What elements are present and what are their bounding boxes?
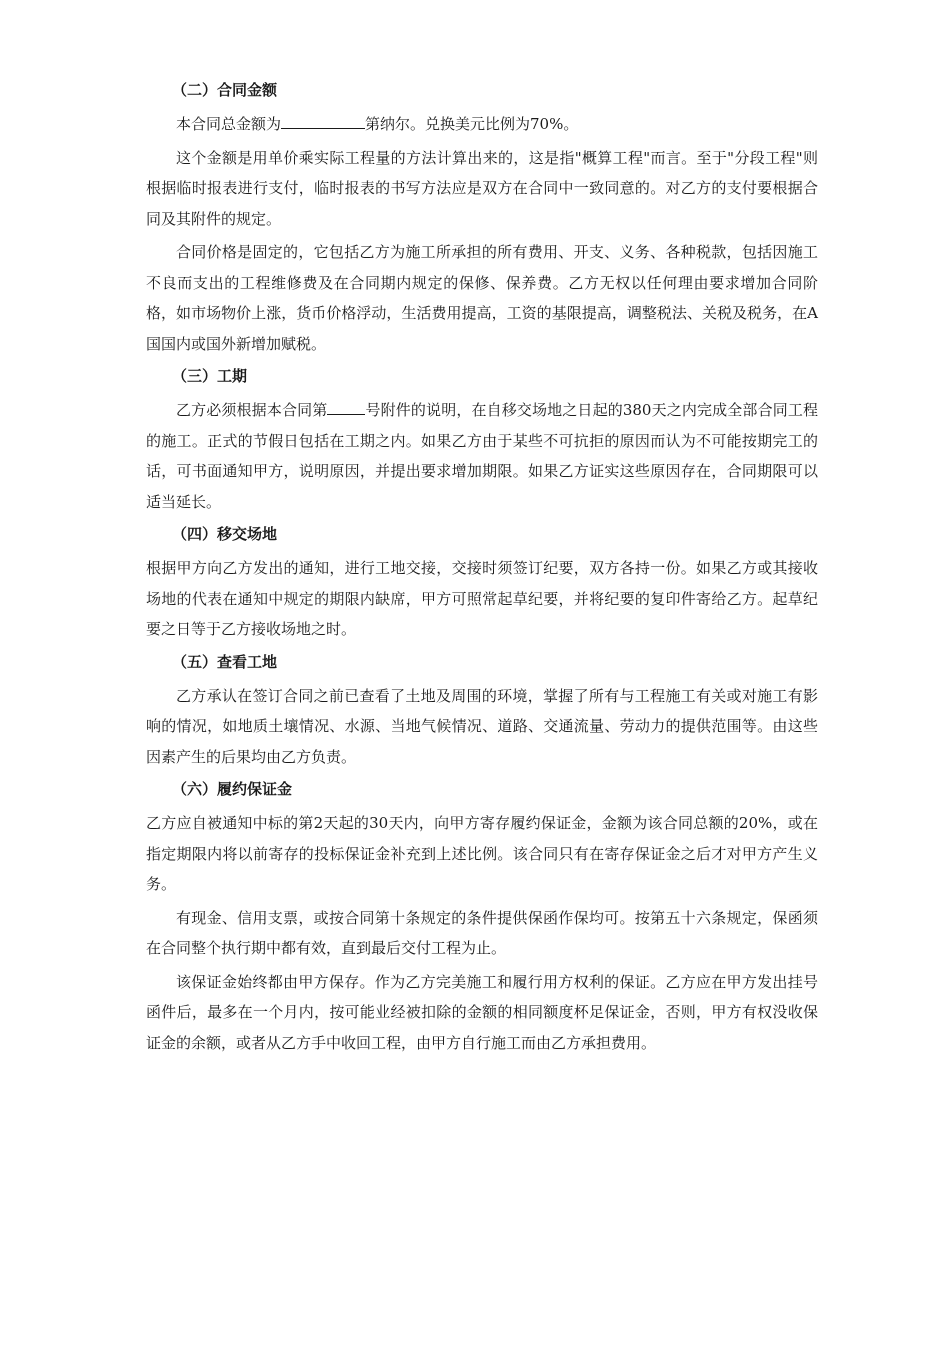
paragraph-text: 本合同总金额为 xyxy=(176,115,282,133)
section-heading-performance-bond: （六）履约保证金 xyxy=(172,780,293,798)
paragraph-contract-amount-calc: 这个金额是用单价乘实际工程量的方法计算出来的，这是指"概算工程"而言。至于"分段工程"则根据临时报表进行支付，临时报表的书写方法应是双方在合同中一致同意的。对乙方的支付要根据合同及其附件的规定。 xyxy=(146,148,818,228)
paragraph-text: 号附件的说明，在自移交场地之日起的380天之内完成全部合同工程的施工。正式的节假日包括在工期之内。如果乙方由于某些不可抗拒的原因而认为不可能按期完工的话，可书面通知甲方，说明原因，并提出要求增加期限。如果乙方证实这些原因存在，合同期限可以适当延长。 xyxy=(146,401,818,511)
fill-in-blank xyxy=(281,114,365,129)
paragraph-site-inspection: 乙方承认在签订合同之前已查看了土地及周围的环境，掌握了所有与工程施工有关或对施工有影响的情况，如地质土壤情况、水源、当地气候情况、道路、交通流量、劳动力的提供范围等。由这些因素产生的后果均由乙方负责。 xyxy=(146,686,818,766)
paragraph-contract-amount-total xyxy=(146,109,818,140)
paragraph-performance-bond-forms: 有现金、信用支票，或按合同第十条规定的条件提供保函作保均可。按第五十六条规定，保函须在合同整个执行期中都有效，直到最后交付工程为止。 xyxy=(146,908,818,957)
section-heading-site-handover: （四）移交场地 xyxy=(172,525,278,543)
paragraph-contract-price-fixed: 合同价格是固定的，它包括乙方为施工所承担的所有费用、开支、义务、各种税款，包括因施工不良而支出的工程维修费及在合同期内规定的保修、保养费。乙方无权以任何理由要求增加合同阶格，如市场物价上涨，货币价格浮动，生活费用提高，工资的基限提高，调整税法、关税及税务，在A国国内或国外新增加赋税。 xyxy=(146,243,818,353)
paragraph-text: 乙方必须根据本合同第 xyxy=(176,401,328,419)
paragraph-site-handover: 根据甲方向乙方发出的通知，进行工地交接，交接时须签订纪要，双方各持一份。如果乙方或其接收场地的代表在通知中规定的期限内缺席，甲方可照常起草纪要，并将纪要的复印件寄给乙方。起草纪要之日等于乙方接收场地之时。 xyxy=(146,559,818,638)
section-heading-contract-amount: （二）合同金额 xyxy=(172,81,278,99)
paragraph-text: 第纳尔。兑换美元比例为70%。 xyxy=(365,115,579,133)
paragraph-performance-bond-deposit: 乙方应自被通知中标的第2天起的30天内，向甲方寄存履约保证金，金额为该合同总额的20%，或在指定期限内将以前寄存的投标保证金补充到上述比例。该合同只有在寄存保证金之后才对甲方产生义务。 xyxy=(146,814,818,893)
document-body xyxy=(146,76,818,1061)
section-heading-duration: （三）工期 xyxy=(172,367,248,385)
paragraph-performance-bond-custody: 该保证金始终都由甲方保存。作为乙方完美施工和履行用方权利的保证。乙方应在甲方发出挂号函件后，最多在一个月内，按可能业经被扣除的金额的相同额度杯足保证金，否则，甲方有权没收保证金的余额，或者从乙方手中收回工程，由甲方自行施工而由乙方承担费用。 xyxy=(146,972,818,1052)
section-heading-site-inspection: （五）查看工地 xyxy=(172,652,278,671)
fill-in-blank xyxy=(327,400,365,415)
paragraph-duration xyxy=(146,395,818,517)
